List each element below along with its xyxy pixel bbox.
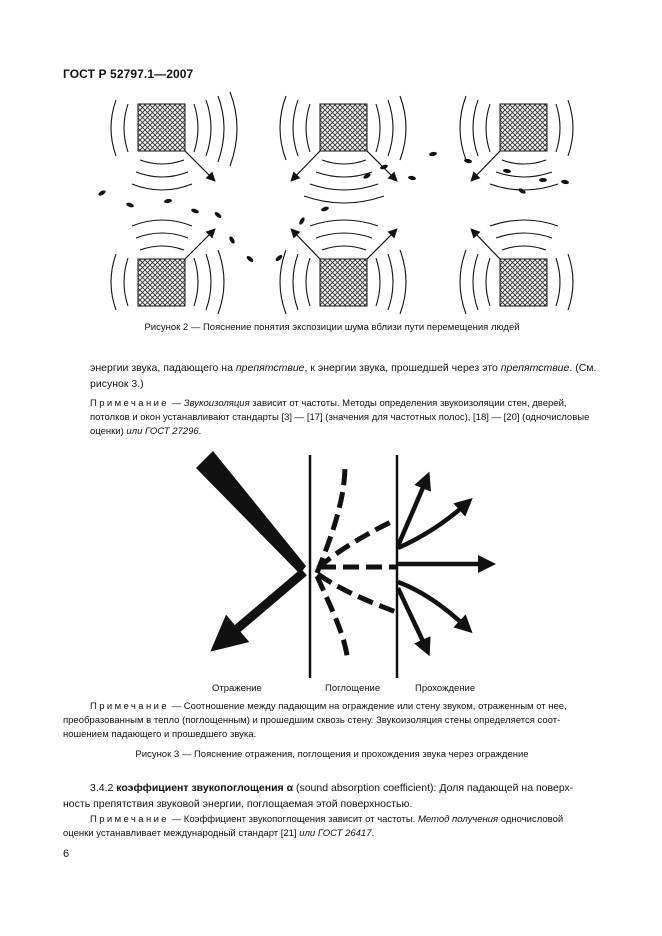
term-italic: Звукоизоляция xyxy=(183,398,250,409)
sound-arrow xyxy=(367,151,396,180)
term-italic: препятствие xyxy=(500,362,570,374)
sound-arrow xyxy=(472,230,500,259)
sound-arrow xyxy=(185,230,214,259)
figure-3-caption: Рисунок 3 — Пояснение отражения, поглощения и прохождения звука через ограждение xyxy=(135,749,529,760)
text: ношением падающего и прошедшего звука. xyxy=(63,729,257,740)
note-1 xyxy=(90,397,610,439)
text: . xyxy=(198,426,202,437)
term-italic: препятствие xyxy=(235,362,305,374)
text: энергии звука, падающего на xyxy=(90,362,236,374)
label-transmission: Прохождение xyxy=(415,683,476,694)
label-reflection: Отражение xyxy=(212,683,262,694)
text: преобразованным в тепло (поглощенным) и прошедшим сквозь стену. Звукоизоляция стены определяется соот- xyxy=(63,715,561,726)
term-bold: коэффициент звукопоглощения α xyxy=(116,782,294,794)
text: оценки) xyxy=(90,426,127,437)
standard-ref: или ГОСТ 27296 xyxy=(126,426,199,437)
section-number: 3.4.2 xyxy=(90,782,117,794)
note-2 xyxy=(63,813,608,841)
text: одночисловой xyxy=(498,814,564,825)
text: , к энергии звука, прошедшей через это xyxy=(304,362,501,374)
text: рисунок 3.) xyxy=(90,378,144,390)
absorbed-path xyxy=(317,465,345,573)
text: — Соотношение между падающим на ограждение или стену звуком, отраженным от нее, xyxy=(169,701,567,712)
figure-2-caption: Рисунок 2 — Пояснение понятия экспозиции шума вблизи пути перемещения людей xyxy=(144,322,520,333)
page-number: 6 xyxy=(63,848,70,860)
source-square xyxy=(320,259,367,306)
section-3-4-2 xyxy=(63,780,608,812)
source-square xyxy=(500,104,547,151)
label-absorption: Поглощение xyxy=(325,683,381,694)
source-square xyxy=(138,259,185,306)
text: — Коэффициент звукопоглощения зависит от частоты. xyxy=(169,814,418,825)
text: (sound absorption coefficient): Доля падающей на поверх- xyxy=(293,782,574,794)
sound-arrow xyxy=(292,151,320,180)
source-square xyxy=(320,104,367,151)
note-label: Примечание xyxy=(90,814,169,825)
note-label: Примечание xyxy=(90,701,169,712)
text: ность препятствия звуковой энергии, поглощаемая этой поверхностью. xyxy=(63,798,413,810)
text: — xyxy=(169,398,184,409)
text: . (См. xyxy=(569,362,597,374)
document-header: ГОСТ Р 52797.1—2007 xyxy=(63,67,194,81)
text: оценки устанавливает международный стандарт [21] xyxy=(63,828,300,839)
paragraph xyxy=(90,360,610,392)
sound-arrow xyxy=(472,151,500,180)
reflected-beam xyxy=(224,572,304,640)
incident-beam xyxy=(196,451,306,574)
sound-arrow xyxy=(292,230,320,259)
transmitted-arrow xyxy=(398,588,426,648)
transmitted-arrow xyxy=(398,582,466,627)
source-square xyxy=(138,104,185,151)
sound-arrow xyxy=(185,151,214,180)
figure-3-note xyxy=(63,700,608,742)
term-italic: Метод получения xyxy=(417,814,499,825)
figure-3-diagram xyxy=(0,440,662,680)
text: . xyxy=(371,828,375,839)
text: зависит от частоты. Методы определения звукоизоляции стен, дверей, xyxy=(249,398,567,409)
text: потолков и окон устанавливают стандарты [3] — [17] (значения для частотных полос), [18] — [20] (одночисловые xyxy=(90,412,590,423)
source-square xyxy=(500,259,547,306)
standard-ref: или ГОСТ 26417 xyxy=(299,828,372,839)
note-label: Примечание xyxy=(90,398,169,409)
sound-arrow xyxy=(367,230,396,259)
figure-2-diagram xyxy=(0,0,662,320)
